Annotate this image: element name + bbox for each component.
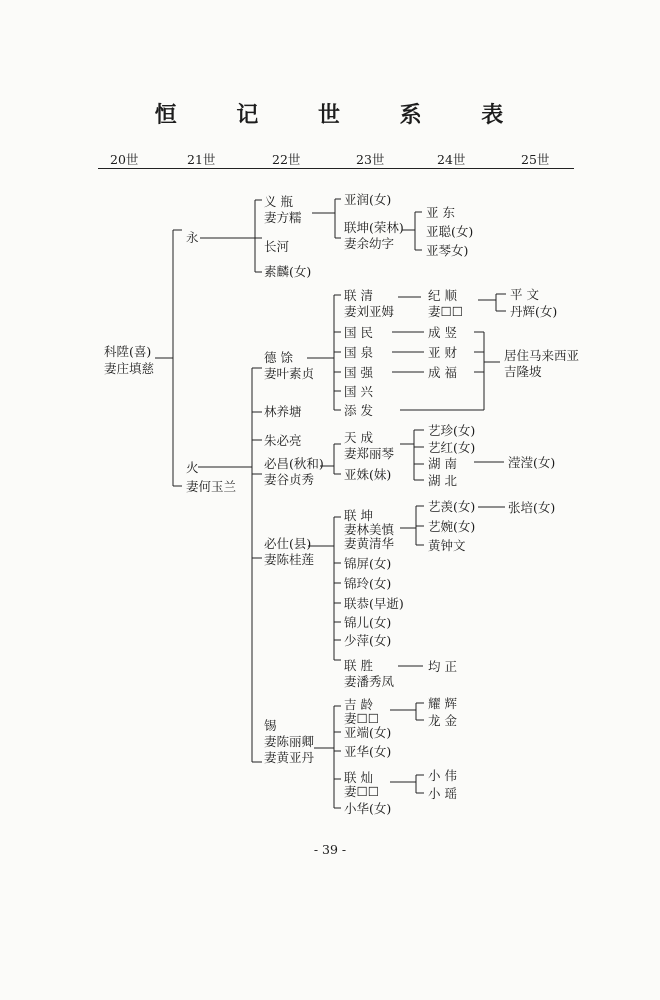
- spouse-xi-2: 妻黄亚丹: [264, 750, 315, 765]
- person-danhui: 丹辉(女): [510, 304, 558, 319]
- person-zhubiliang: 朱必亮: [264, 433, 302, 448]
- spouse-xi-1: 妻陈丽卿: [264, 734, 315, 749]
- person-jinling: 锦玲(女): [344, 576, 392, 591]
- spouse-yizhen: 妻方糯: [264, 210, 302, 225]
- generation-header-25: 25世: [521, 152, 550, 167]
- generation-header-24: 24世: [437, 152, 466, 167]
- generation-header-23: 23世: [356, 152, 385, 167]
- person-yixian: 艺羡(女): [428, 499, 476, 514]
- person-huangzhongwen: 黄钟文: [428, 538, 466, 553]
- spouse-liankun-2-a: 妻林美慎: [344, 522, 395, 537]
- person-yacai: 亚 财: [428, 345, 457, 360]
- generation-header-22: 22世: [272, 152, 301, 167]
- page-title: 恒 记 世 系 表: [154, 103, 530, 128]
- spouse-liancan: 妻☐☐: [344, 784, 379, 799]
- person-yarun: 亚润(女): [344, 192, 392, 207]
- person-liankun: 联坤(荣林): [344, 220, 404, 235]
- spouse-bishi: 妻陈桂莲: [264, 552, 315, 567]
- spouse-kele: 妻庄填慈: [104, 361, 155, 376]
- person-yaduan: 亚端(女): [344, 725, 392, 740]
- person-tianfa: 添 发: [344, 403, 373, 418]
- person-yizhen: 义 瓶: [264, 194, 293, 209]
- person-chengjian: 成 竖: [428, 325, 457, 340]
- person-longjin: 龙 金: [428, 713, 457, 728]
- person-zhangpei: 张培(女): [508, 500, 556, 515]
- person-shaoping: 少萍(女): [344, 633, 392, 648]
- person-hunan: 湖 南: [428, 456, 457, 471]
- person-hubei: 湖 北: [428, 473, 457, 488]
- person-sulin: 素麟(女): [264, 264, 312, 279]
- residence-note-1: 居住马来西亚: [504, 348, 580, 363]
- person-yacong: 亚聪(女): [426, 224, 474, 239]
- person-huo: 火: [186, 460, 199, 475]
- person-jishun: 纪 顺: [428, 288, 457, 303]
- page-number: - 39 -: [313, 842, 347, 857]
- person-yaohui: 耀 辉: [428, 696, 457, 711]
- person-yihong: 艺红(女): [428, 440, 476, 455]
- residence-note-2: 吉隆坡: [504, 364, 542, 379]
- person-yaqin: 亚琴女): [426, 243, 469, 258]
- person-bishi: 必仕(县): [264, 536, 312, 551]
- person-junzheng: 均 正: [428, 659, 457, 674]
- person-yingying: 滢滢(女): [508, 455, 556, 470]
- person-liancan: 联 灿: [344, 770, 373, 785]
- person-jinping: 锦屏(女): [344, 556, 392, 571]
- person-liantai: 联恭(早逝): [344, 596, 404, 611]
- person-yashu: 亚姝(妹): [344, 467, 392, 482]
- person-liankun-2: 联 坤: [344, 508, 373, 523]
- spouse-jishun: 妻☐☐: [428, 304, 463, 319]
- spouse-bichang: 妻谷贞秀: [264, 472, 315, 487]
- person-changhe: 长河: [264, 239, 290, 254]
- person-liansheng: 联 胜: [344, 658, 373, 673]
- person-deyu: 德 馀: [264, 350, 293, 365]
- person-xi: 锡: [264, 718, 277, 733]
- person-bichang: 必昌(秋和): [264, 456, 324, 471]
- spouse-jiling: 妻☐☐: [344, 711, 379, 726]
- person-jiner: 锦儿(女): [344, 615, 392, 630]
- person-kele: 科陞(喜): [104, 344, 152, 359]
- person-lianqing: 联 清: [344, 288, 373, 303]
- generation-header-20: 20世: [110, 152, 139, 167]
- person-yadong: 亚 东: [426, 205, 455, 220]
- spouse-deyu: 妻叶素贞: [264, 366, 315, 381]
- person-chengfu: 成 福: [428, 365, 457, 380]
- person-tiancheng: 天 成: [344, 430, 373, 445]
- person-guoxing: 国 兴: [344, 384, 373, 399]
- person-guoquan: 国 泉: [344, 345, 373, 360]
- person-jiling: 吉 龄: [344, 697, 373, 712]
- person-linyangtang: 林养塘: [264, 404, 302, 419]
- generation-header-21: 21世: [187, 152, 216, 167]
- person-guoqiang: 国 强: [344, 365, 373, 380]
- spouse-liansheng: 妻潘秀凤: [344, 674, 395, 689]
- person-guomin: 国 民: [344, 325, 373, 340]
- person-xiaohua: 小华(女): [344, 801, 392, 816]
- spouse-tiancheng: 妻郑丽琴: [344, 446, 395, 461]
- spouse-liankun: 妻余幼字: [344, 236, 395, 251]
- person-yahua: 亚华(女): [344, 744, 392, 759]
- spouse-liankun-2-b: 妻黄清华: [344, 536, 395, 551]
- spouse-huo: 妻何玉兰: [186, 479, 237, 494]
- person-xiaoyao: 小 瑶: [428, 786, 457, 801]
- person-yong: 永: [186, 230, 199, 245]
- person-yizhen-24: 艺珍(女): [428, 423, 476, 438]
- person-yiwan: 艺婉(女): [428, 519, 476, 534]
- person-pingwen: 平 文: [510, 287, 539, 302]
- spouse-lianqing: 妻刘亚姆: [344, 304, 395, 319]
- person-xiaowei: 小 伟: [428, 768, 457, 783]
